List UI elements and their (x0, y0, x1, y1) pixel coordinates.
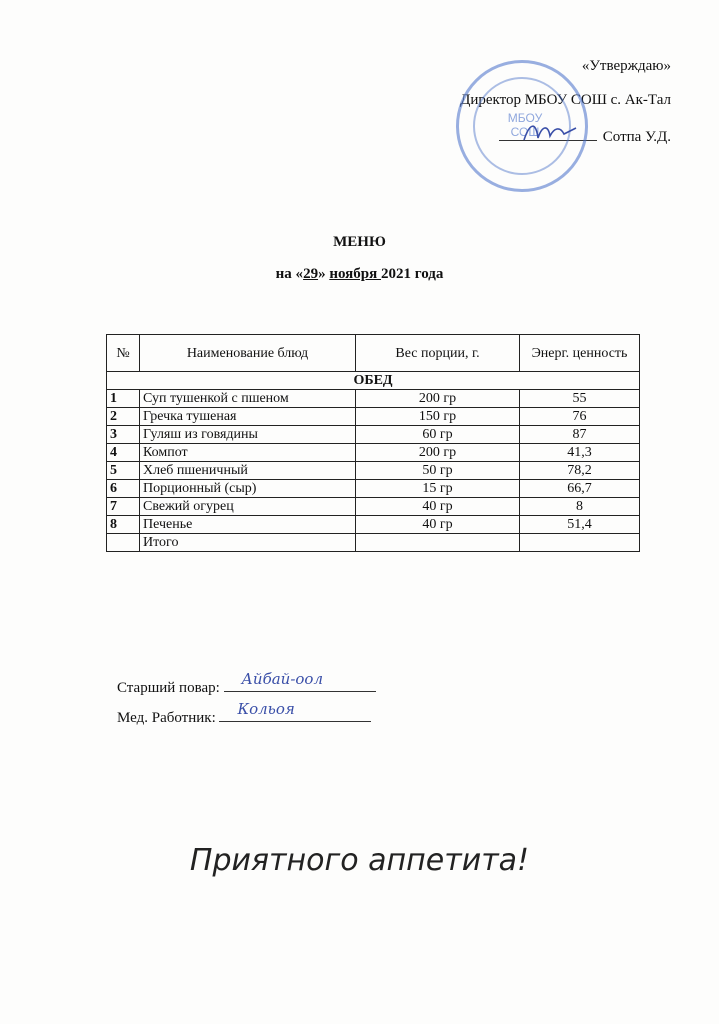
cell-weight (356, 534, 520, 552)
cell-num: 6 (107, 480, 140, 498)
medic-label: Мед. Работник: (117, 710, 216, 726)
col-header-num: № (107, 335, 140, 372)
cell-num (107, 534, 140, 552)
cell-energy: 66,7 (520, 480, 640, 498)
medic-signature-row (117, 700, 371, 727)
total-row (107, 534, 640, 552)
cell-name: Компот (140, 444, 356, 462)
table-row (107, 516, 640, 534)
table-row (107, 462, 640, 480)
section-label: ОБЕД (107, 372, 640, 390)
date-month: ноября (329, 266, 381, 282)
table-row (107, 390, 640, 408)
page-title: МЕНЮ (333, 234, 386, 250)
cell-energy: 41,3 (520, 444, 640, 462)
cell-weight: 40 гр (356, 498, 520, 516)
table-row (107, 444, 640, 462)
date-mid: » (318, 266, 330, 282)
director-title: Директор МБОУ СОШ с. Ак-Тал (460, 92, 671, 108)
medic-signature: Кольоя (237, 700, 295, 718)
director-signature (520, 118, 580, 148)
table-row (107, 498, 640, 516)
cook-signature-line (224, 670, 376, 692)
date-prefix: на « (275, 266, 304, 282)
cell-name: Гречка тушеная (140, 408, 356, 426)
cell-name: Порционный (сыр) (140, 480, 356, 498)
cell-weight: 60 гр (356, 426, 520, 444)
cell-name: Хлеб пшеничный (140, 462, 356, 480)
cell-num: 3 (107, 426, 140, 444)
cell-name: Гуляш из говядины (140, 426, 356, 444)
director-name: Сотпа У.Д. (602, 129, 671, 145)
cell-num: 5 (107, 462, 140, 480)
approve-word: «Утверждаю» (581, 58, 671, 74)
cell-energy (520, 534, 640, 552)
cook-signature: Айбай-оол (241, 670, 324, 688)
col-header-weight: Вес порции, г. (356, 335, 520, 372)
table-row (107, 480, 640, 498)
table-row (107, 426, 640, 444)
cell-energy: 76 (520, 408, 640, 426)
cell-num: 8 (107, 516, 140, 534)
date-day: 29 (303, 266, 319, 282)
stamp-text: МБОУ СОШ (507, 111, 543, 139)
medic-signature-line (219, 700, 371, 722)
cook-label: Старший повар: (117, 680, 220, 696)
cell-weight: 15 гр (356, 480, 520, 498)
section-row (107, 372, 640, 390)
menu-table (106, 334, 640, 552)
cell-weight: 200 гр (356, 390, 520, 408)
cell-num: 1 (107, 390, 140, 408)
cell-energy: 87 (520, 426, 640, 444)
cell-weight: 200 гр (356, 444, 520, 462)
cell-energy: 51,4 (520, 516, 640, 534)
cell-name: Свежий огурец (140, 498, 356, 516)
cell-energy: 55 (520, 390, 640, 408)
cell-weight: 150 гр (356, 408, 520, 426)
cell-name: Суп тушенкой с пшеном (140, 390, 356, 408)
cell-name: Печенье (140, 516, 356, 534)
cell-weight: 40 гр (356, 516, 520, 534)
cell-energy: 78,2 (520, 462, 640, 480)
date-year: 2021 года (381, 266, 444, 282)
cell-num: 4 (107, 444, 140, 462)
table-row (107, 408, 640, 426)
table-header-row (107, 335, 640, 372)
menu-date (0, 266, 719, 283)
cell-energy: 8 (520, 498, 640, 516)
col-header-name: Наименование блюд (140, 335, 356, 372)
cook-signature-row (117, 670, 376, 697)
cell-weight: 50 гр (356, 462, 520, 480)
closing-wish: Приятного аппетита! (189, 843, 530, 878)
cell-num: 7 (107, 498, 140, 516)
total-label: Итого (140, 534, 356, 552)
col-header-energy: Энерг. ценность (520, 335, 640, 372)
cell-num: 2 (107, 408, 140, 426)
